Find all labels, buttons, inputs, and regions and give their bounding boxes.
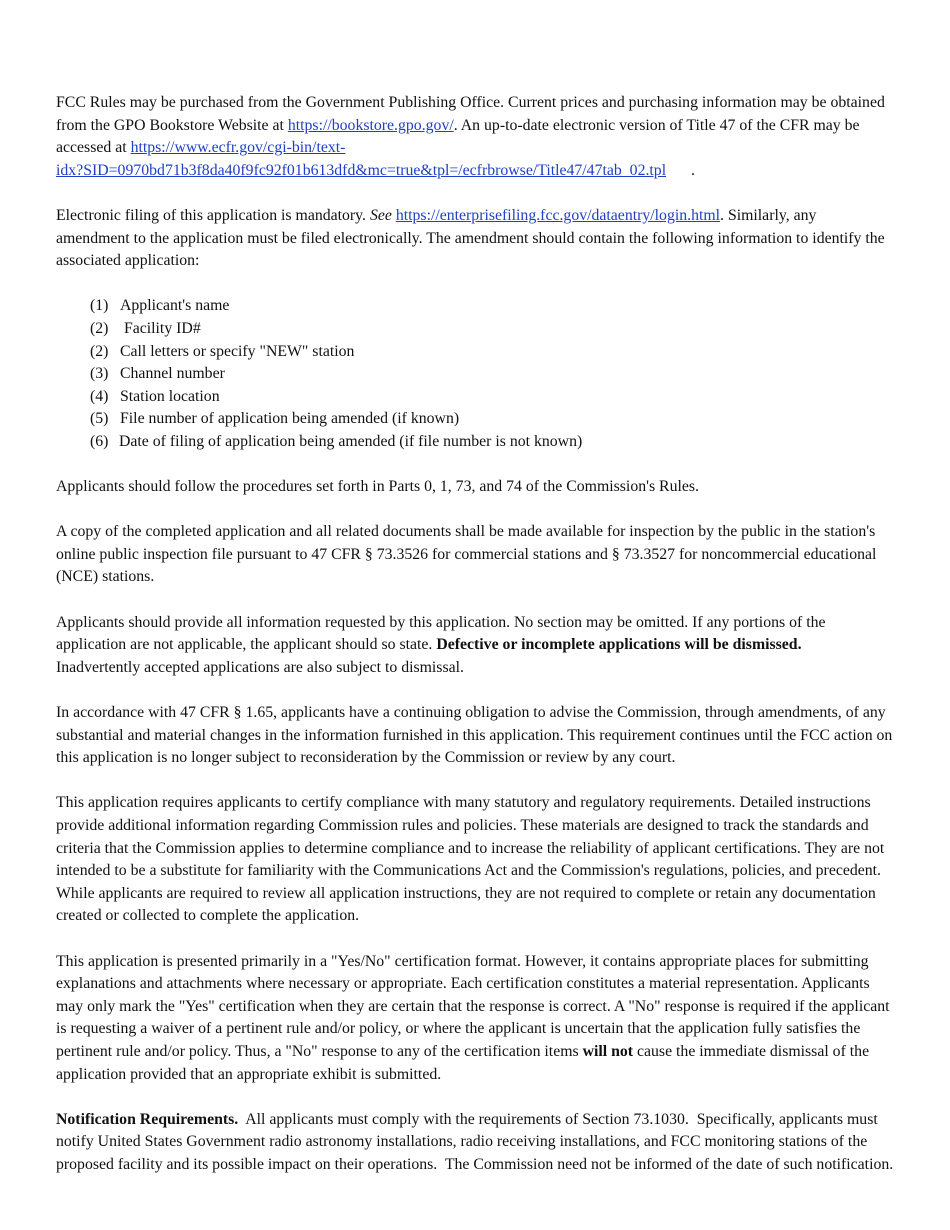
yes-no-format-paragraph: [56, 951, 894, 1087]
list-item: [90, 363, 894, 386]
list-item-text: File number of application being amended (if known): [120, 410, 460, 428]
list-item: [90, 431, 894, 454]
list-item-number: (4): [90, 387, 109, 405]
list-item-text: Date of filing of application being amended (if file number is not known): [119, 432, 583, 450]
list-item-number: (5): [90, 410, 109, 428]
list-item-number: (1): [90, 297, 109, 315]
amendment-info-list: [56, 295, 894, 453]
rules-purchase-text: FCC Rules may be purchased from the Government Publishing Office. Current prices and purchasing information may be obtained from the GPO Bookstore Website at: [56, 94, 885, 134]
completeness-paragraph: [56, 612, 894, 680]
will-not-emphasis: will not: [582, 1042, 634, 1060]
notification-paragraph: [56, 1109, 894, 1177]
list-item: [90, 341, 894, 364]
completeness-text: Applicants should provide all information requested by this application. No section may be omitted. If any portions of the application are not applicable, the applicant should so state.: [56, 613, 826, 654]
ecfr-link-part-1[interactable]: https://www.ecfr.gov/cgi-bin/text-: [130, 139, 346, 157]
notification-text: All applicants must comply with the requirements of Section 73.1030. Specifically, applicants must notify United States Government radio astronomy installations, radio receiving installations, and FCC monitoring stations of the proposed facility and its possible impact on their operations. The Commission need not be informed of the date of such notification.: [56, 1110, 894, 1173]
electronic-filing-paragraph: [56, 205, 894, 273]
list-item: [90, 408, 894, 431]
instructions-page: [56, 92, 894, 1199]
procedures-paragraph: Applicants should follow the procedures set forth in Parts 0, 1, 73, and 74 of the Commission's Rules.: [56, 478, 699, 496]
enterprise-filing-link[interactable]: https://enterprisefiling.fcc.gov/dataentry/login.html: [395, 206, 721, 224]
electronic-filing-text: Electronic filing of this application is mandatory.: [56, 206, 370, 224]
notification-heading: Notification Requirements.: [56, 1110, 239, 1128]
ecfr-link[interactable]: [56, 139, 894, 182]
ecfr-intro-text: . An up-to-date electronic version of Title 47 of the CFR may be accessed at: [56, 116, 860, 157]
inadvertent-acceptance-text: Inadvertently accepted applications are also subject to dismissal.: [56, 658, 464, 676]
yes-no-trailing-text: cause the immediate dismissal of the application provided that an appropriate exhibit is submitted.: [56, 1042, 870, 1083]
yes-no-text: This application is presented primarily in a "Yes/No" certification format. However, it contains appropriate places for submitting explanations and attachments where necessary or appropriate. Each certification constitutes a material representation. Applicants may only mark the "Yes" certification when they are certain that the response is correct. A "No" response is required if the applicant is requesting a waiver of a pertinent rule and/or policy, or where the applicant is uncertain that the application fully satisfies the pertinent rule and/or policy. Thus, a "No" response to any of the certification items: [56, 952, 890, 1060]
list-item-text: Station location: [120, 387, 220, 405]
list-item-number: (6): [90, 432, 109, 450]
list-item-text: Call letters or specify "NEW" station: [120, 342, 355, 360]
list-item: [90, 318, 894, 341]
continuing-obligation-paragraph: In accordance with 47 CFR § 1.65, applicants have a continuing obligation to advise the Commission, through amendments, of any substantial and material changes in the information furnished in this application. This requirement continues until the FCC action on this application is no longer subject to reconsideration by the Commission or review by any court.: [56, 704, 893, 767]
rules-purchase-paragraph: [56, 92, 894, 205]
bookstore-link[interactable]: https://bookstore.gpo.gov/: [287, 116, 454, 134]
list-item-text: Channel number: [120, 365, 225, 383]
dismissal-warning: Defective or incomplete applications will be dismissed.: [436, 636, 802, 654]
list-item: [90, 386, 894, 409]
list-item-text: Facility ID#: [120, 319, 201, 337]
list-item-text: Applicant's name: [120, 297, 230, 315]
list-item: [90, 295, 894, 318]
certification-paragraph: This application requires applicants to certify compliance with many statutory and regulatory requirements. Detailed instructions provide additional information regarding Commission rules and policies. These materials are designed to track the standards and criteria that the Commission applies to determine compliance and to increase the reliability of applicant certifications. They are not intended to be a substitute for familiarity with the Communications Act and the Commission's regulations, policies, and precedent. While applicants are required to review all application instructions, they are not required to complete or retain any documentation created or collected to complete the application.: [56, 794, 885, 925]
public-inspection-paragraph: A copy of the completed application and all related documents shall be made available for inspection by the public in the station's online public inspection file pursuant to 47 CFR § 73.3526 for commercial stations and § 73.3527 for noncommercial educational (NCE) stations.: [56, 523, 877, 586]
ecfr-link-part-2[interactable]: idx?SID=0970bd71b3f8da40f9fc92f01b613dfd&mc=true&tpl=/ecfrbrowse/Title47/47tab_02.tpl: [56, 161, 667, 179]
list-item-number: (2): [90, 342, 109, 360]
amendment-requirement-text: . Similarly, any amendment to the application must be filed electronically. The amendment should contain the following information to identify the associated application:: [56, 206, 885, 270]
list-item-number: (2): [90, 319, 109, 337]
ecfr-trailing-text: .: [691, 161, 695, 179]
list-item-number: (3): [90, 365, 109, 383]
see-reference: See: [369, 206, 392, 224]
